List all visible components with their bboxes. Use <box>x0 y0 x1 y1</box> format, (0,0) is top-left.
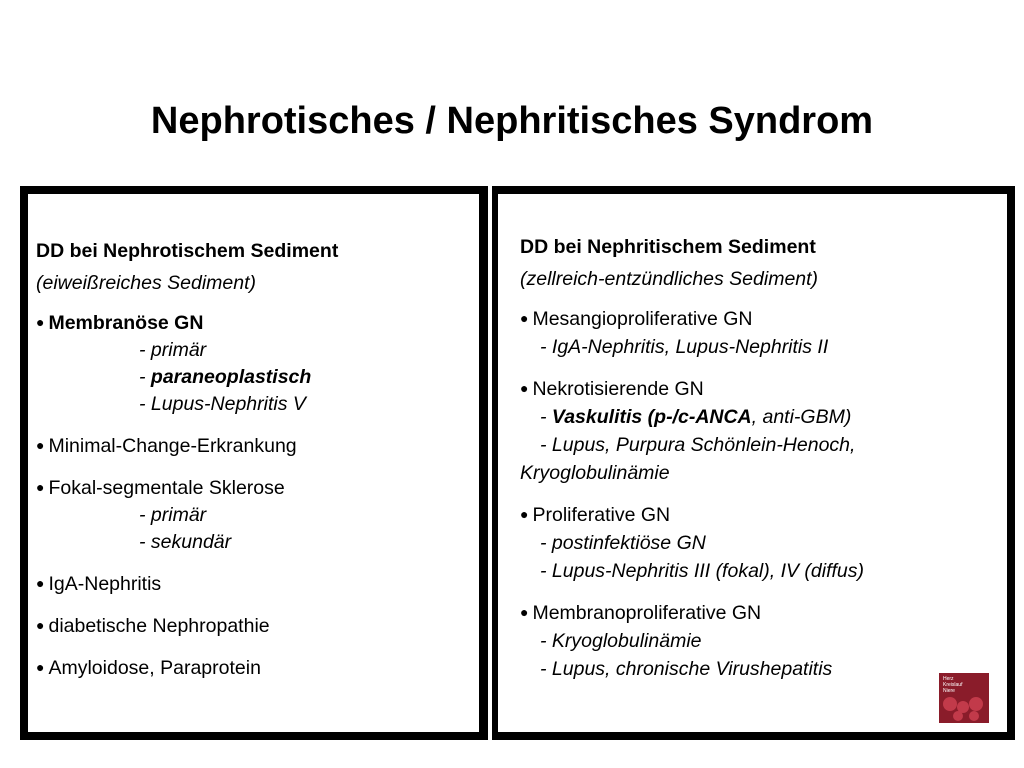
item-subline: - Kryoglobulinämie <box>540 630 702 652</box>
bullet-icon: ● <box>36 575 45 591</box>
nephritic-header: DD bei Nephritischem Sediment <box>520 236 816 258</box>
bullet-icon: ● <box>36 617 45 633</box>
item-label: Nekrotisierende GN <box>532 378 704 400</box>
item-subline: - Lupus-Nephritis III (fokal), IV (diffus) <box>540 560 865 582</box>
item-label: Amyloidose, Paraprotein <box>48 657 261 679</box>
bullet-icon: ● <box>36 479 45 495</box>
item-subline: - IgA-Nephritis, Lupus-Nephritis II <box>540 336 829 358</box>
list-item <box>36 475 476 556</box>
item-subline: - primär <box>139 504 207 526</box>
nephrotic-subheader: (eiweißreiches Sediment) <box>36 272 256 294</box>
item-subline: - paraneoplastisch <box>139 366 312 388</box>
item-label: Minimal-Change-Erkrankung <box>48 435 297 457</box>
bullet-icon: ● <box>36 437 45 453</box>
nephrotic-header: DD bei Nephrotischem Sediment <box>36 240 339 262</box>
item-subline: - primär <box>139 339 207 361</box>
list-item <box>520 376 1000 487</box>
item-subline: - Lupus, chronische Virushepatitis <box>540 658 833 680</box>
logo-text: Herz Kreislauf Niere <box>943 676 963 694</box>
list-item <box>36 613 476 640</box>
item-subline: - postinfektiöse GN <box>540 532 706 554</box>
bullet-icon: ● <box>36 659 45 675</box>
bullet-icon: ● <box>520 380 529 396</box>
list-item <box>36 310 476 418</box>
list-item <box>36 571 476 598</box>
item-label: Proliferative GN <box>532 504 671 526</box>
item-label: diabetische Nephropathie <box>48 615 270 637</box>
item-label: Membranöse GN <box>48 312 204 334</box>
list-item <box>520 502 1000 585</box>
list-item <box>36 655 476 682</box>
bullet-icon: ● <box>520 310 529 326</box>
item-subline: - Vaskulitis (p-/c-ANCA, anti-GBM) <box>540 406 852 428</box>
list-item <box>36 433 476 460</box>
item-label: IgA-Nephritis <box>48 573 162 595</box>
item-label: Mesangioproliferative GN <box>532 308 753 330</box>
bullet-icon: ● <box>520 604 529 620</box>
nephritic-panel <box>492 186 1015 740</box>
item-label: Fokal-segmentale Sklerose <box>48 477 285 499</box>
list-item <box>520 306 1000 361</box>
item-label: Membranoproliferative GN <box>532 602 762 624</box>
nephritic-subheader: (zellreich-entzündliches Sediment) <box>520 268 819 290</box>
nephrotic-panel <box>20 186 488 740</box>
item-subline: - Lupus, Purpura Schönlein-Henoch, Kryoglobulinämie <box>520 434 856 484</box>
item-subline: - Lupus-Nephritis V <box>139 393 306 415</box>
bullet-icon: ● <box>36 314 45 330</box>
slide-title: Nephrotisches / Nephritisches Syndrom <box>150 100 874 142</box>
bullet-icon: ● <box>520 506 529 522</box>
list-item <box>520 600 1000 683</box>
item-subline: - sekundär <box>139 531 232 553</box>
institution-logo <box>939 673 989 723</box>
